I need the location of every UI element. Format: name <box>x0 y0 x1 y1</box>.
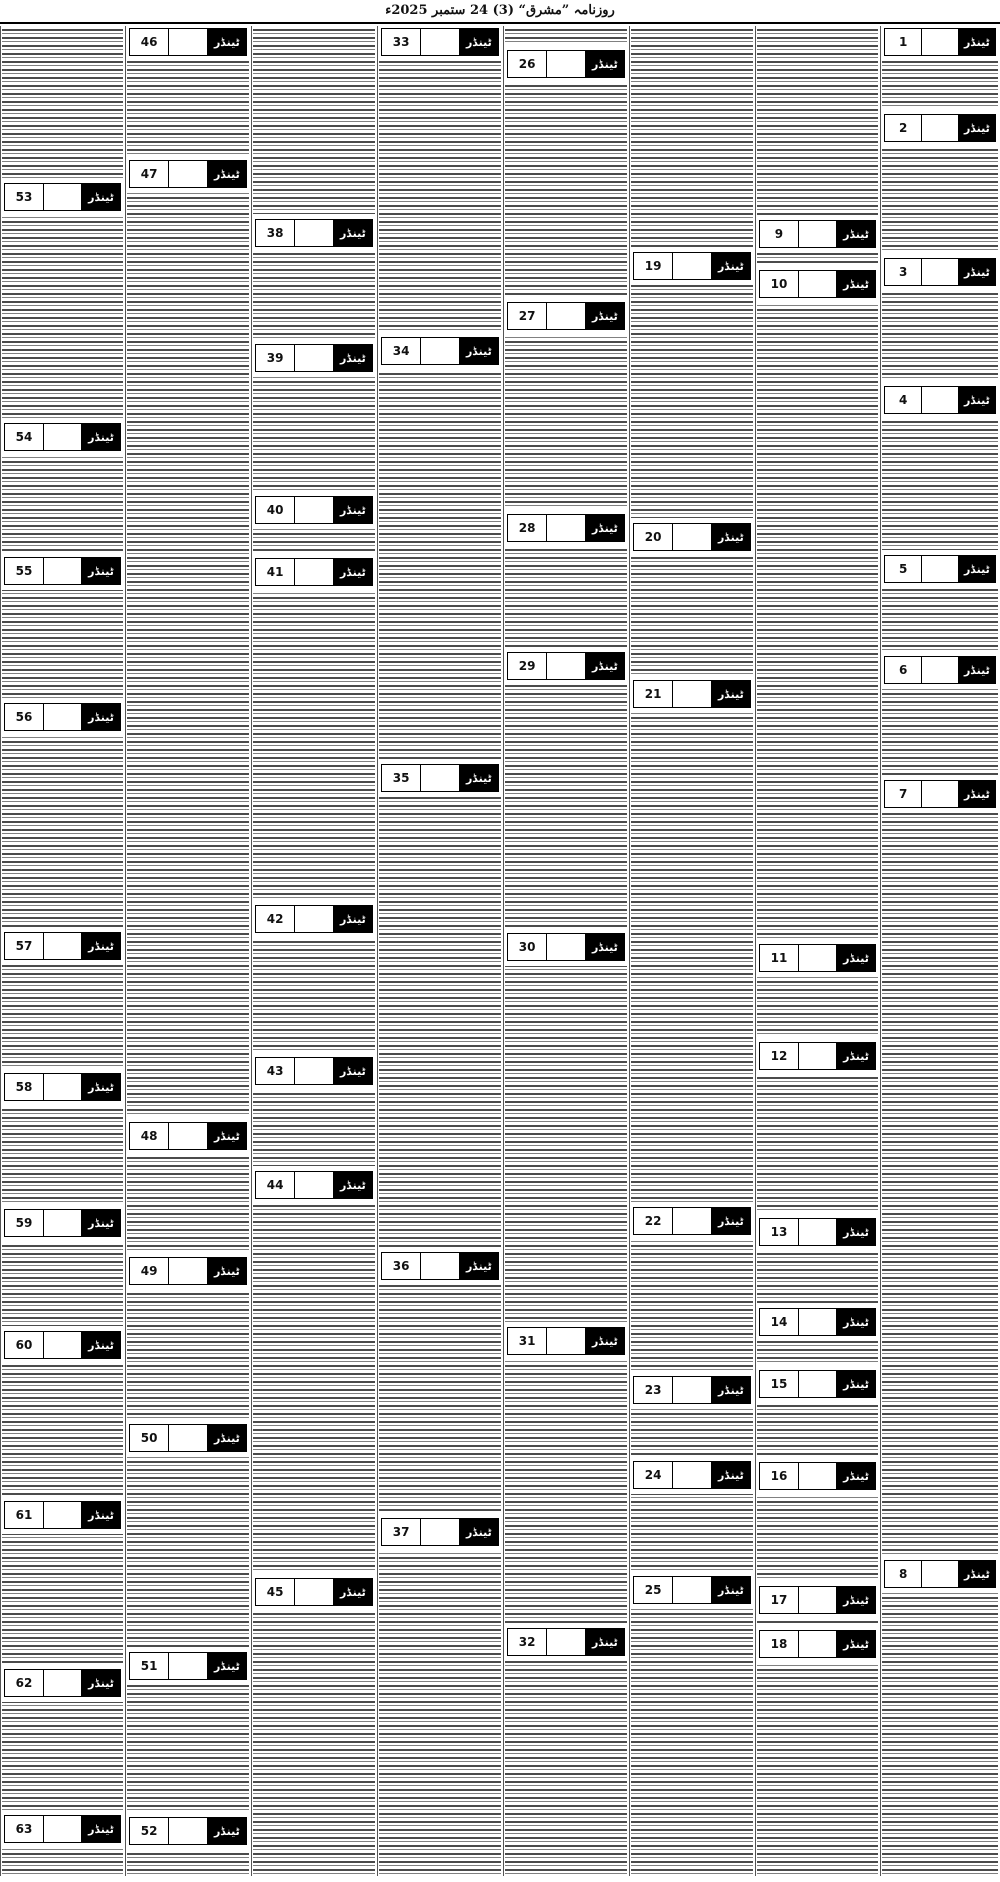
tender-tag-label: ٹینڈر <box>460 765 498 791</box>
tender-number: 20 <box>634 524 673 550</box>
tender-number: 41 <box>256 559 295 585</box>
tender-number: 38 <box>256 220 295 246</box>
tender-number-box <box>507 933 625 961</box>
tender-number: 48 <box>130 1123 169 1149</box>
tender-number: 21 <box>634 681 673 707</box>
tender-number-box <box>884 1560 996 1588</box>
tender-number: 50 <box>130 1425 169 1451</box>
tender-box-blank <box>799 945 837 971</box>
tender-tag-label: ٹینڈر <box>586 1328 624 1354</box>
tender-number: 51 <box>130 1653 169 1679</box>
tender-box-blank <box>547 653 585 679</box>
tender-box-blank <box>295 1172 333 1198</box>
tender-tag-label: ٹینڈر <box>334 345 372 371</box>
tender-box-blank <box>922 657 958 683</box>
tender-number-box <box>507 50 625 78</box>
tender-tag-label: ٹینڈر <box>334 497 372 523</box>
tender-number-box <box>507 514 625 542</box>
tender-number: 15 <box>760 1371 799 1397</box>
tender-tag-label: ٹینڈر <box>837 271 875 297</box>
tender-number: 14 <box>760 1309 799 1335</box>
tender-tag-label: ٹینڈر <box>837 1631 875 1657</box>
tender-number-box <box>633 523 751 551</box>
tender-tag-label: ٹینڈر <box>82 1074 120 1100</box>
tender-number-box <box>884 555 996 583</box>
tender-number: 5 <box>885 556 922 582</box>
tender-box-blank <box>169 29 207 55</box>
tender-number: 62 <box>5 1670 44 1696</box>
tender-number: 28 <box>508 515 547 541</box>
tender-tag-label: ٹینڈر <box>460 1519 498 1545</box>
tender-number-box <box>759 1042 876 1070</box>
tender-number: 35 <box>382 765 421 791</box>
tender-tag-label: ٹینڈر <box>712 681 750 707</box>
tender-box-blank <box>295 1579 333 1605</box>
tender-box-blank <box>44 1502 82 1528</box>
tender-number: 63 <box>5 1816 44 1842</box>
tender-number: 53 <box>5 184 44 210</box>
tender-number-box <box>4 423 121 451</box>
tender-number: 1 <box>885 29 922 55</box>
tender-box-blank <box>44 704 82 730</box>
tender-box-blank <box>44 1074 82 1100</box>
tender-number-box <box>759 1218 876 1246</box>
tender-box-blank <box>673 681 711 707</box>
column-divider <box>755 26 756 1876</box>
tender-tag-label: ٹینڈر <box>586 934 624 960</box>
tender-tag-label: ٹینڈر <box>959 657 995 683</box>
column-c1 <box>882 26 998 1876</box>
tender-number: 6 <box>885 657 922 683</box>
tender-box-blank <box>421 29 459 55</box>
tender-number: 55 <box>5 558 44 584</box>
tender-number: 39 <box>256 345 295 371</box>
tender-number-box <box>381 337 499 365</box>
tender-box-blank <box>421 338 459 364</box>
tender-number: 29 <box>508 653 547 679</box>
tender-number-box <box>633 252 751 280</box>
tender-number: 12 <box>760 1043 799 1069</box>
tender-box-blank <box>421 1519 459 1545</box>
tender-tag-label: ٹینڈر <box>208 1425 246 1451</box>
tender-number: 32 <box>508 1629 547 1655</box>
tender-number: 16 <box>760 1463 799 1489</box>
tender-number: 23 <box>634 1377 673 1403</box>
tender-number-box <box>884 780 996 808</box>
tender-box-blank <box>799 1631 837 1657</box>
tender-number-box <box>4 1331 121 1359</box>
tender-tag-label: ٹینڈر <box>208 1818 246 1844</box>
tender-tag-label: ٹینڈر <box>82 424 120 450</box>
tender-box-blank <box>673 1377 711 1403</box>
tender-number: 34 <box>382 338 421 364</box>
tender-number: 57 <box>5 933 44 959</box>
tender-box-blank <box>44 933 82 959</box>
tender-number-box <box>759 1630 876 1658</box>
tender-box-blank <box>295 345 333 371</box>
tender-tag-label: ٹینڈر <box>334 220 372 246</box>
tender-tag-label: ٹینڈر <box>82 933 120 959</box>
tender-box-blank <box>799 271 837 297</box>
tender-number: 61 <box>5 1502 44 1528</box>
column-divider <box>629 26 630 1876</box>
tender-number-box <box>381 28 499 56</box>
tender-box-blank <box>44 424 82 450</box>
tender-box-blank <box>922 29 958 55</box>
tender-tag-label: ٹینڈر <box>959 781 995 807</box>
tender-box-blank <box>547 1629 585 1655</box>
tender-tag-label: ٹینڈر <box>712 1462 750 1488</box>
tender-number: 58 <box>5 1074 44 1100</box>
tender-tag-label: ٹینڈر <box>837 1371 875 1397</box>
tender-box-blank <box>169 1123 207 1149</box>
tender-number: 43 <box>256 1058 295 1084</box>
tender-box-blank <box>44 1670 82 1696</box>
tender-number: 7 <box>885 781 922 807</box>
tender-number-box <box>381 1518 499 1546</box>
column-c5 <box>379 26 501 1876</box>
tender-number: 49 <box>130 1258 169 1284</box>
tender-number: 3 <box>885 259 922 285</box>
tender-number-box <box>884 28 996 56</box>
tender-number-box <box>255 1578 373 1606</box>
tender-number: 9 <box>760 221 799 247</box>
tender-number-box <box>759 220 876 248</box>
tender-tag-label: ٹینڈر <box>712 1208 750 1234</box>
tender-number-box <box>4 1209 121 1237</box>
tender-tag-label: ٹینڈر <box>837 1309 875 1335</box>
tender-number-box <box>129 28 247 56</box>
tender-number: 18 <box>760 1631 799 1657</box>
tender-box-blank <box>799 221 837 247</box>
tender-number: 47 <box>130 161 169 187</box>
tender-box-blank <box>799 1219 837 1245</box>
tender-box-blank <box>421 765 459 791</box>
tender-number-box <box>129 1122 247 1150</box>
tender-box-blank <box>922 1561 958 1587</box>
tender-tag-label: ٹینڈر <box>959 259 995 285</box>
tender-box-blank <box>44 1816 82 1842</box>
tender-number-box <box>255 558 373 586</box>
column-body-text <box>882 26 998 1876</box>
tender-tag-label: ٹینڈر <box>586 51 624 77</box>
column-body-text <box>127 26 249 1876</box>
tender-tag-label: ٹینڈر <box>712 1577 750 1603</box>
tender-number-box <box>255 905 373 933</box>
tender-tag-label: ٹینڈر <box>82 184 120 210</box>
tender-number-box <box>4 1501 121 1529</box>
tender-number: 8 <box>885 1561 922 1587</box>
tender-tag-label: ٹینڈر <box>712 253 750 279</box>
tender-number: 11 <box>760 945 799 971</box>
tender-tag-label: ٹینڈر <box>837 945 875 971</box>
tender-tag-label: ٹینڈر <box>586 653 624 679</box>
tender-box-blank <box>295 497 333 523</box>
tender-number-box <box>884 258 996 286</box>
tender-number: 33 <box>382 29 421 55</box>
tender-tag-label: ٹینڈر <box>334 1579 372 1605</box>
tender-box-blank <box>547 934 585 960</box>
tender-box-blank <box>799 1309 837 1335</box>
tender-tag-label: ٹینڈر <box>460 29 498 55</box>
tender-number-box <box>507 1628 625 1656</box>
tender-number-box <box>4 932 121 960</box>
tender-number: 44 <box>256 1172 295 1198</box>
column-c3 <box>631 26 753 1876</box>
column-c7 <box>127 26 249 1876</box>
tender-box-blank <box>547 51 585 77</box>
tender-box-blank <box>169 1258 207 1284</box>
tender-number-box <box>633 680 751 708</box>
tender-number-box <box>4 1073 121 1101</box>
tender-box-blank <box>922 556 958 582</box>
tender-number-box <box>633 1376 751 1404</box>
tender-tag-label: ٹینڈر <box>208 161 246 187</box>
tender-number: 30 <box>508 934 547 960</box>
tender-tag-label: ٹینڈر <box>82 558 120 584</box>
tender-box-blank <box>421 1253 459 1279</box>
tender-tag-label: ٹینڈر <box>712 1377 750 1403</box>
tender-number: 10 <box>760 271 799 297</box>
tender-tag-label: ٹینڈر <box>334 906 372 932</box>
tender-tag-label: ٹینڈر <box>837 1587 875 1613</box>
tender-box-blank <box>922 115 958 141</box>
tender-tag-label: ٹینڈر <box>959 387 995 413</box>
tender-number-box <box>759 944 876 972</box>
tender-tag-label: ٹینڈر <box>334 559 372 585</box>
tender-box-blank <box>169 1425 207 1451</box>
tender-tag-label: ٹینڈر <box>837 221 875 247</box>
tender-number-box <box>129 1817 247 1845</box>
tender-box-blank <box>799 1371 837 1397</box>
tender-number: 37 <box>382 1519 421 1545</box>
tender-box-blank <box>44 184 82 210</box>
tender-number: 27 <box>508 303 547 329</box>
column-divider <box>251 26 252 1876</box>
tender-number: 40 <box>256 497 295 523</box>
tender-box-blank <box>44 1332 82 1358</box>
tender-number: 59 <box>5 1210 44 1236</box>
tender-tag-label: ٹینڈر <box>460 338 498 364</box>
tender-number: 25 <box>634 1577 673 1603</box>
column-c8 <box>2 26 123 1876</box>
tender-box-blank <box>673 1462 711 1488</box>
tender-number: 17 <box>760 1587 799 1613</box>
tender-tag-label: ٹینڈر <box>837 1043 875 1069</box>
tender-box-blank <box>44 558 82 584</box>
tender-number-box <box>884 114 996 142</box>
tender-number-box <box>759 270 876 298</box>
column-c4 <box>505 26 627 1876</box>
tender-number: 22 <box>634 1208 673 1234</box>
tender-box-blank <box>295 220 333 246</box>
tender-tag-label: ٹینڈر <box>712 524 750 550</box>
tender-box-blank <box>169 1818 207 1844</box>
column-divider <box>503 26 504 1876</box>
tender-box-blank <box>547 1328 585 1354</box>
column-c6 <box>253 26 375 1876</box>
tender-number: 4 <box>885 387 922 413</box>
column-divider <box>880 26 881 1876</box>
tender-box-blank <box>169 1653 207 1679</box>
tender-tag-label: ٹینڈر <box>208 1653 246 1679</box>
tender-box-blank <box>295 559 333 585</box>
masthead: روزنامہ ”مشرق“ (3) 24 ستمبر 2025ء <box>0 0 1000 24</box>
tender-box-blank <box>169 161 207 187</box>
tender-box-blank <box>673 253 711 279</box>
tender-number-box <box>884 656 996 684</box>
tender-number-box <box>759 1462 876 1490</box>
tender-number-box <box>633 1207 751 1235</box>
tender-tag-label: ٹینڈر <box>334 1172 372 1198</box>
tender-number-box <box>381 764 499 792</box>
tender-tag-label: ٹینڈر <box>82 1816 120 1842</box>
tender-box-blank <box>799 1587 837 1613</box>
tender-tag-label: ٹینڈر <box>959 29 995 55</box>
tender-box-blank <box>922 781 958 807</box>
tender-number-box <box>759 1586 876 1614</box>
tender-tag-label: ٹینڈر <box>82 1502 120 1528</box>
column-divider <box>377 26 378 1876</box>
tender-number-box <box>759 1308 876 1336</box>
tender-tag-label: ٹینڈر <box>208 1123 246 1149</box>
tender-number: 13 <box>760 1219 799 1245</box>
column-c2 <box>757 26 878 1876</box>
column-divider <box>125 26 126 1876</box>
tender-number: 54 <box>5 424 44 450</box>
tender-number: 2 <box>885 115 922 141</box>
tender-tag-label: ٹینڈر <box>82 704 120 730</box>
tender-box-blank <box>799 1043 837 1069</box>
tender-tag-label: ٹینڈر <box>586 1629 624 1655</box>
tender-number-box <box>129 1424 247 1452</box>
tender-tag-label: ٹینڈر <box>837 1219 875 1245</box>
tender-box-blank <box>673 1577 711 1603</box>
tender-number-box <box>884 386 996 414</box>
tender-number: 56 <box>5 704 44 730</box>
tender-number-box <box>507 302 625 330</box>
tender-tag-label: ٹینڈر <box>959 1561 995 1587</box>
tender-number: 46 <box>130 29 169 55</box>
tender-number: 19 <box>634 253 673 279</box>
tender-box-blank <box>673 1208 711 1234</box>
tender-number-box <box>255 344 373 372</box>
tender-tag-label: ٹینڈر <box>586 303 624 329</box>
tender-box-blank <box>547 515 585 541</box>
tender-number: 36 <box>382 1253 421 1279</box>
tender-number: 26 <box>508 51 547 77</box>
tender-number-box <box>633 1461 751 1489</box>
tender-number-box <box>255 1171 373 1199</box>
tender-number-box <box>255 1057 373 1085</box>
tender-tag-label: ٹینڈر <box>334 1058 372 1084</box>
tender-number: 52 <box>130 1818 169 1844</box>
tender-number-box <box>4 1669 121 1697</box>
tender-tag-label: ٹینڈر <box>837 1463 875 1489</box>
tender-number-box <box>4 1815 121 1843</box>
tender-number: 31 <box>508 1328 547 1354</box>
tender-tag-label: ٹینڈر <box>959 115 995 141</box>
tender-tag-label: ٹینڈر <box>208 1258 246 1284</box>
tender-box-blank <box>673 524 711 550</box>
tender-box-blank <box>295 1058 333 1084</box>
tender-number-box <box>129 160 247 188</box>
tender-box-blank <box>44 1210 82 1236</box>
tender-tag-label: ٹینڈر <box>208 29 246 55</box>
tender-number-box <box>507 1327 625 1355</box>
column-body-text <box>379 26 501 1876</box>
tender-box-blank <box>922 387 958 413</box>
tender-number-box <box>759 1370 876 1398</box>
tender-tag-label: ٹینڈر <box>82 1210 120 1236</box>
tender-box-blank <box>295 906 333 932</box>
tender-tag-label: ٹینڈر <box>959 556 995 582</box>
tender-box-blank <box>799 1463 837 1489</box>
tender-number-box <box>4 703 121 731</box>
tender-number-box <box>507 652 625 680</box>
tender-number-box <box>129 1257 247 1285</box>
column-divider <box>0 26 1 1876</box>
tender-tag-label: ٹینڈر <box>460 1253 498 1279</box>
tender-number-box <box>633 1576 751 1604</box>
tender-number: 42 <box>256 906 295 932</box>
tender-tag-label: ٹینڈر <box>586 515 624 541</box>
tender-number: 24 <box>634 1462 673 1488</box>
tender-box-blank <box>922 259 958 285</box>
tender-number-box <box>4 557 121 585</box>
tender-number: 60 <box>5 1332 44 1358</box>
tender-tag-label: ٹینڈر <box>82 1670 120 1696</box>
tender-number: 45 <box>256 1579 295 1605</box>
tender-number-box <box>255 496 373 524</box>
tender-number-box <box>4 183 121 211</box>
tender-number-box <box>255 219 373 247</box>
tender-box-blank <box>547 303 585 329</box>
tender-number-box <box>381 1252 499 1280</box>
tender-number-box <box>129 1652 247 1680</box>
tender-tag-label: ٹینڈر <box>82 1332 120 1358</box>
